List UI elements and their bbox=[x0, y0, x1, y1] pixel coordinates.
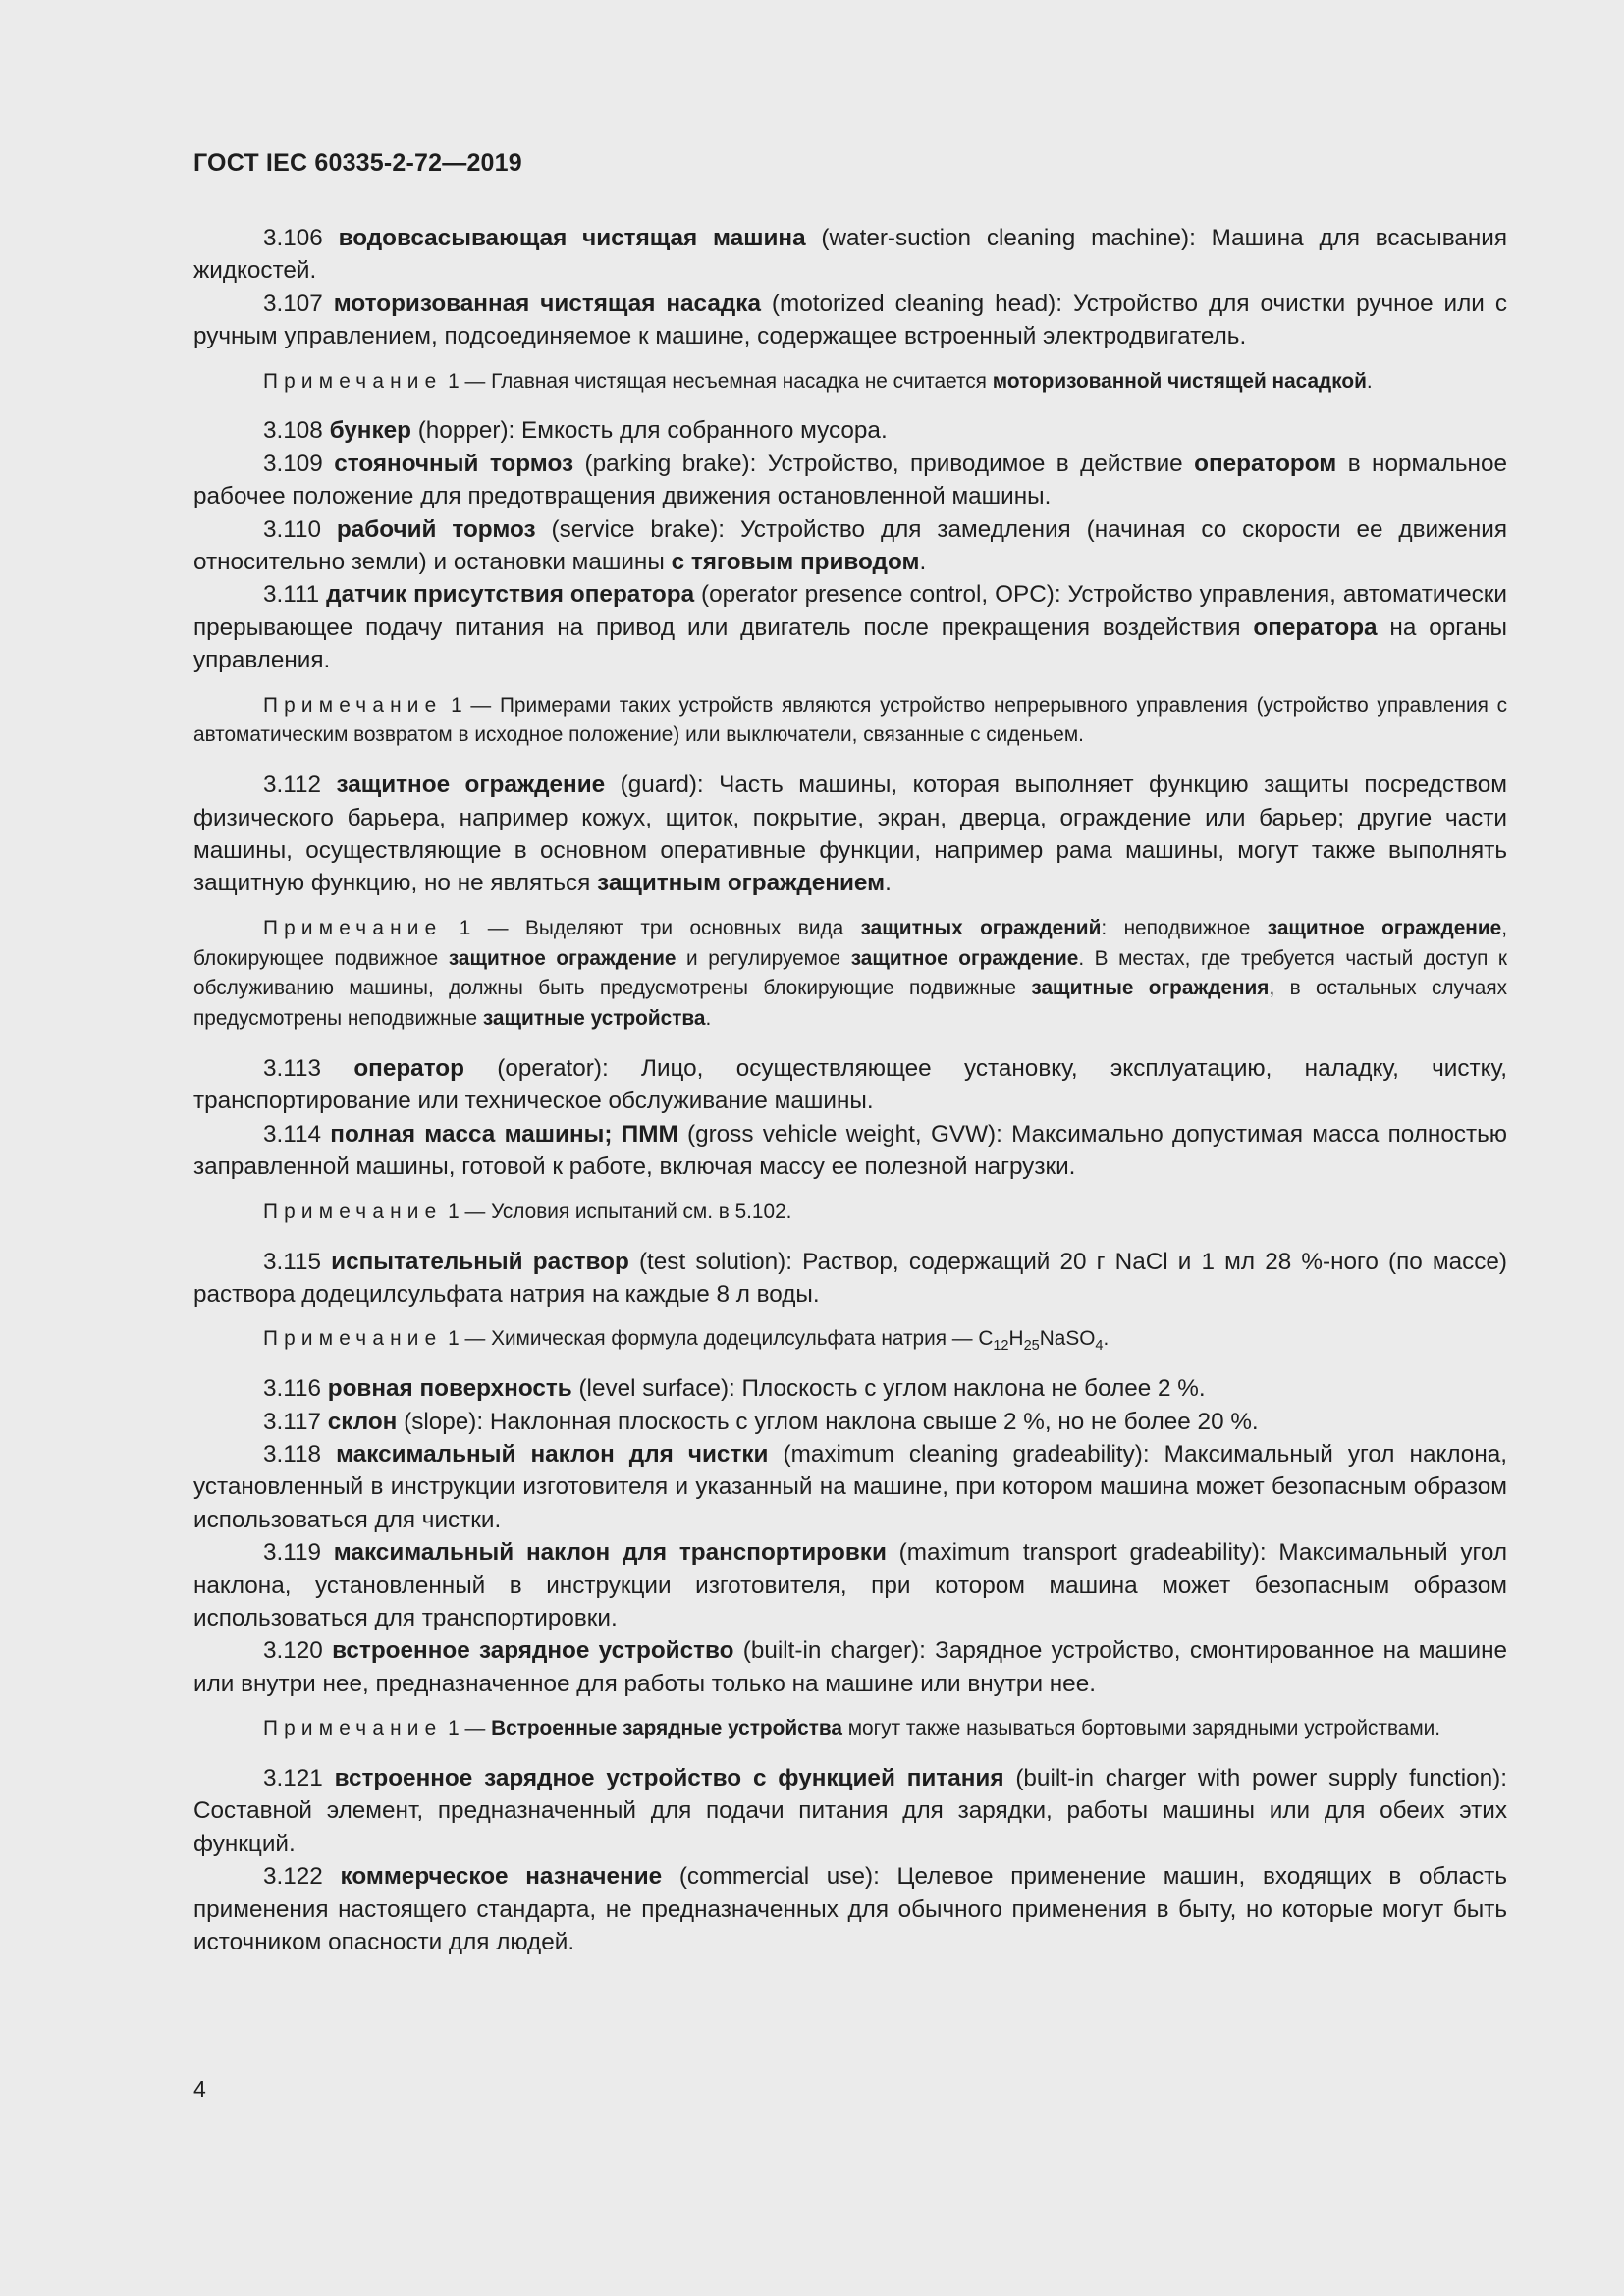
term-3-111 bbox=[193, 578, 1507, 676]
term-name: оператора bbox=[1253, 614, 1378, 641]
term-name: встроенное зарядное устройство с функцией питания bbox=[334, 1764, 1004, 1791]
term-3-113 bbox=[193, 1052, 1507, 1118]
note-label: Примечание bbox=[263, 1327, 443, 1351]
term-name: ровная поверхность bbox=[327, 1375, 572, 1403]
text-run: 3.108 bbox=[263, 417, 330, 445]
text-run: 3.109 bbox=[263, 450, 335, 477]
text-run: 3.110 bbox=[263, 515, 337, 543]
note-label: Примечание bbox=[263, 916, 443, 939]
text-run: (motorized cleaning head): Устройство для очистки ручное или с ручным управлением, подсоединяемое к машине, содержащее встроенный электродвигатель. bbox=[193, 290, 1507, 350]
text-run: 3.106 bbox=[263, 225, 339, 251]
text-run: 1 — Условия испытаний см. в 5.102. bbox=[442, 1200, 792, 1223]
text-run: могут также называться бортовыми зарядными устройствами. bbox=[841, 1717, 1441, 1740]
term-name: защитные ограждения bbox=[1031, 977, 1270, 1000]
note-label: Примечание bbox=[263, 693, 443, 717]
term-name: максимальный наклон для чистки bbox=[336, 1440, 769, 1468]
text-run: (slope): Наклонная плоскость с углом наклона свыше 2 %, но не более 20 %. bbox=[397, 1408, 1259, 1435]
term-name: встроенное зарядное устройство bbox=[332, 1637, 734, 1665]
term-name: моторизованная чистящая насадка bbox=[333, 290, 761, 317]
text-run: 3.117 bbox=[263, 1408, 328, 1435]
text-run: на органы управления. bbox=[193, 614, 1507, 674]
term-name: максимальный наклон для транспортировки bbox=[333, 1539, 887, 1567]
text-run: (gross vehicle weight, GVW): Максимально допустимая масса полностью заправленной машины, готовой к работе, включая массу ее полезной нагрузки. bbox=[193, 1120, 1507, 1181]
text-run: (water-suction cleaning machine): Машина для всасывания жидкостей. bbox=[193, 225, 1507, 285]
text-run: 1 — Химическая формула додецилсульфата натрия — C bbox=[442, 1327, 994, 1351]
text-run: (hopper): Емкость для собранного мусора. bbox=[410, 417, 888, 445]
text-run: 3.113 bbox=[263, 1055, 354, 1083]
note-3-120 bbox=[193, 1714, 1507, 1744]
text-run: (test solution): Раствор, содержащий 20 г NaCl и 1 мл 28 %-ного (по массе) раствора додецилсульфата натрия на каждые 8 л воды. bbox=[193, 1248, 1508, 1308]
note-3-114 bbox=[193, 1198, 1507, 1228]
note-3-115 bbox=[193, 1324, 1507, 1355]
text-run: 3.121 bbox=[263, 1764, 335, 1791]
term-name: защитным ограждением bbox=[597, 870, 886, 897]
term-name: защитное ограждение bbox=[1267, 916, 1502, 939]
subscript: 4 bbox=[1095, 1338, 1104, 1355]
subscript: 25 bbox=[1023, 1338, 1040, 1355]
term-3-114 bbox=[193, 1118, 1507, 1184]
term-3-117 bbox=[193, 1406, 1507, 1438]
text-run: . bbox=[705, 1007, 712, 1031]
term-name: с тяговым приводом bbox=[671, 549, 920, 576]
term-name: защитное ограждение bbox=[336, 772, 606, 799]
text-run: 1 — Выделяют три основных вида bbox=[442, 916, 861, 939]
term-3-121 bbox=[193, 1762, 1507, 1860]
text-run: в нормальное рабочее положение для предотвращения движения остановленной машины. bbox=[193, 450, 1507, 510]
text-run: . В местах, где требуется частый доступ к обслуживанию машины, должны быть предусмотрены блокирующие подвижные bbox=[193, 946, 1507, 1000]
term-3-107 bbox=[193, 288, 1507, 353]
term-3-109 bbox=[193, 448, 1507, 513]
note-label: Примечание bbox=[263, 369, 443, 393]
note-label: Примечание bbox=[263, 1200, 443, 1223]
term-3-112 bbox=[193, 769, 1507, 900]
term-name: бункер bbox=[329, 417, 411, 445]
note-label: Примечание bbox=[263, 1717, 443, 1740]
term-3-122 bbox=[193, 1860, 1507, 1958]
term-3-118 bbox=[193, 1438, 1507, 1536]
term-3-120 bbox=[193, 1634, 1507, 1700]
text-run: 1 — bbox=[442, 1717, 492, 1740]
term-name: оператором bbox=[1194, 450, 1337, 477]
text-run: 3.120 bbox=[263, 1637, 333, 1665]
text-run: 3.112 bbox=[263, 772, 337, 799]
text-run: (service brake): Устройство для замедления (начиная со скорости ее движения относительно земли) и остановки машины bbox=[193, 515, 1507, 576]
term-name: стояночный тормоз bbox=[334, 450, 574, 477]
text-run: 3.119 bbox=[263, 1539, 334, 1567]
text-run: 1 — Главная чистящая несъемная насадка не считается bbox=[442, 369, 993, 393]
text-run: NaSO bbox=[1039, 1327, 1096, 1351]
text-run: , блокирующее подвижное bbox=[193, 916, 1507, 970]
term-3-106 bbox=[193, 222, 1507, 288]
text-run: (maximum transport gradeability): Максимальный угол наклона, установленный в инструкции изготовителя, при котором машина может безопасным образом использоваться для транспортировки. bbox=[193, 1539, 1507, 1631]
note-3-112 bbox=[193, 914, 1507, 1035]
text-run: 3.122 bbox=[263, 1863, 341, 1891]
text-run: и регулируемое bbox=[676, 946, 851, 970]
text-run: (maximum cleaning gradeability): Максимальный угол наклона, установленный в инструкции изготовителя и указанный на машине, при котором машина может безопасным образом использоваться для чистки. bbox=[193, 1440, 1508, 1533]
term-name: датчик присутствия оператора bbox=[326, 581, 695, 609]
term-name: водовсасывающая чистящая машина bbox=[338, 225, 806, 251]
term-3-110 bbox=[193, 513, 1507, 579]
text-run: 3.116 bbox=[263, 1375, 328, 1403]
text-run: (operator): Лицо, осуществляющее установку, эксплуатацию, наладку, чистку, транспортирование или техническое обслуживание машины. bbox=[193, 1055, 1508, 1115]
text-run: 1 — Примерами таких устройств являются устройство непрерывного управления (устройство управления с автоматическим возвратом в исходное положение) или выключатели, связанные с сиденьем. bbox=[193, 693, 1507, 747]
term-name: склон bbox=[327, 1408, 398, 1435]
text-run: (guard): Часть машины, которая выполняет функцию защиты посредством физического барьера, например кожух, щиток, покрытие, экран, дверца, ограждение или барьер; другие части машины, осуществляющие в основном оперативные функции, например рама машины, могут также выполнять защитную функцию, но не являться bbox=[193, 772, 1507, 897]
text-run: . bbox=[885, 870, 892, 897]
document-header: ГОСТ IEC 60335-2-72—2019 bbox=[193, 149, 522, 177]
text-run: (operator presence control, OPC): Устройство управления, автоматически прерывающее подачу питания на привод или двигатель после прекращения воздействия bbox=[193, 581, 1507, 641]
term-name: защитных ограждений bbox=[860, 916, 1102, 939]
text-run: 3.111 bbox=[263, 581, 327, 609]
term-3-119 bbox=[193, 1536, 1507, 1634]
term-name: моторизованной чистящей насадкой bbox=[992, 369, 1367, 393]
text-run: . bbox=[919, 549, 927, 576]
text-run: (level surface): Плоскость с углом наклона не более 2 %. bbox=[571, 1375, 1206, 1403]
text-run: H bbox=[1008, 1327, 1024, 1351]
text-run: : неподвижное bbox=[1101, 916, 1268, 939]
text-run: 3.115 bbox=[263, 1248, 332, 1275]
term-name: Встроенные зарядные устройства bbox=[491, 1717, 842, 1740]
term-name: полная масса машины; ПММ bbox=[330, 1120, 678, 1148]
note-3-107 bbox=[193, 367, 1507, 398]
page-number: 4 bbox=[193, 2076, 206, 2102]
subscript: 12 bbox=[993, 1338, 1009, 1355]
term-name: защитное ограждение bbox=[448, 946, 677, 970]
term-name: рабочий тормоз bbox=[336, 515, 536, 543]
term-name: испытательный раствор bbox=[331, 1248, 629, 1275]
term-3-116 bbox=[193, 1372, 1507, 1405]
text-run: (built-in charger with power supply function): Составной элемент, предназначенный для подачи питания для зарядки, работы машины или для обеих этих функций. bbox=[193, 1764, 1508, 1857]
text-run: . bbox=[1103, 1327, 1110, 1351]
text-run: 3.118 bbox=[263, 1440, 337, 1468]
term-name: защитное ограждение bbox=[850, 946, 1079, 970]
text-run: . bbox=[1366, 369, 1373, 393]
term-3-115 bbox=[193, 1246, 1507, 1311]
term-name: коммерческое назначение bbox=[340, 1863, 663, 1891]
text-run: 3.107 bbox=[263, 290, 334, 317]
note-3-111 bbox=[193, 691, 1507, 752]
term-name: защитные устройства bbox=[482, 1007, 706, 1031]
text-run: 3.114 bbox=[263, 1120, 331, 1148]
text-run: , в остальных случаях предусмотрены неподвижные bbox=[193, 977, 1508, 1031]
text-run: (parking brake): Устройство, приводимое в действие bbox=[573, 450, 1195, 477]
text-run: (built-in charger): Зарядное устройство, смонтированное на машине или внутри нее, предназначенное для работы только на машине или внутри нее. bbox=[193, 1637, 1508, 1697]
document-body bbox=[193, 222, 1507, 1958]
term-name: оператор bbox=[353, 1055, 464, 1083]
term-3-108 bbox=[193, 414, 1507, 447]
text-run: (commercial use): Целевое применение машин, входящих в область применения настоящего стандарта, не предназначенных для обычного применения в быту, но которые могут быть источником опасности для людей. bbox=[193, 1863, 1507, 1955]
